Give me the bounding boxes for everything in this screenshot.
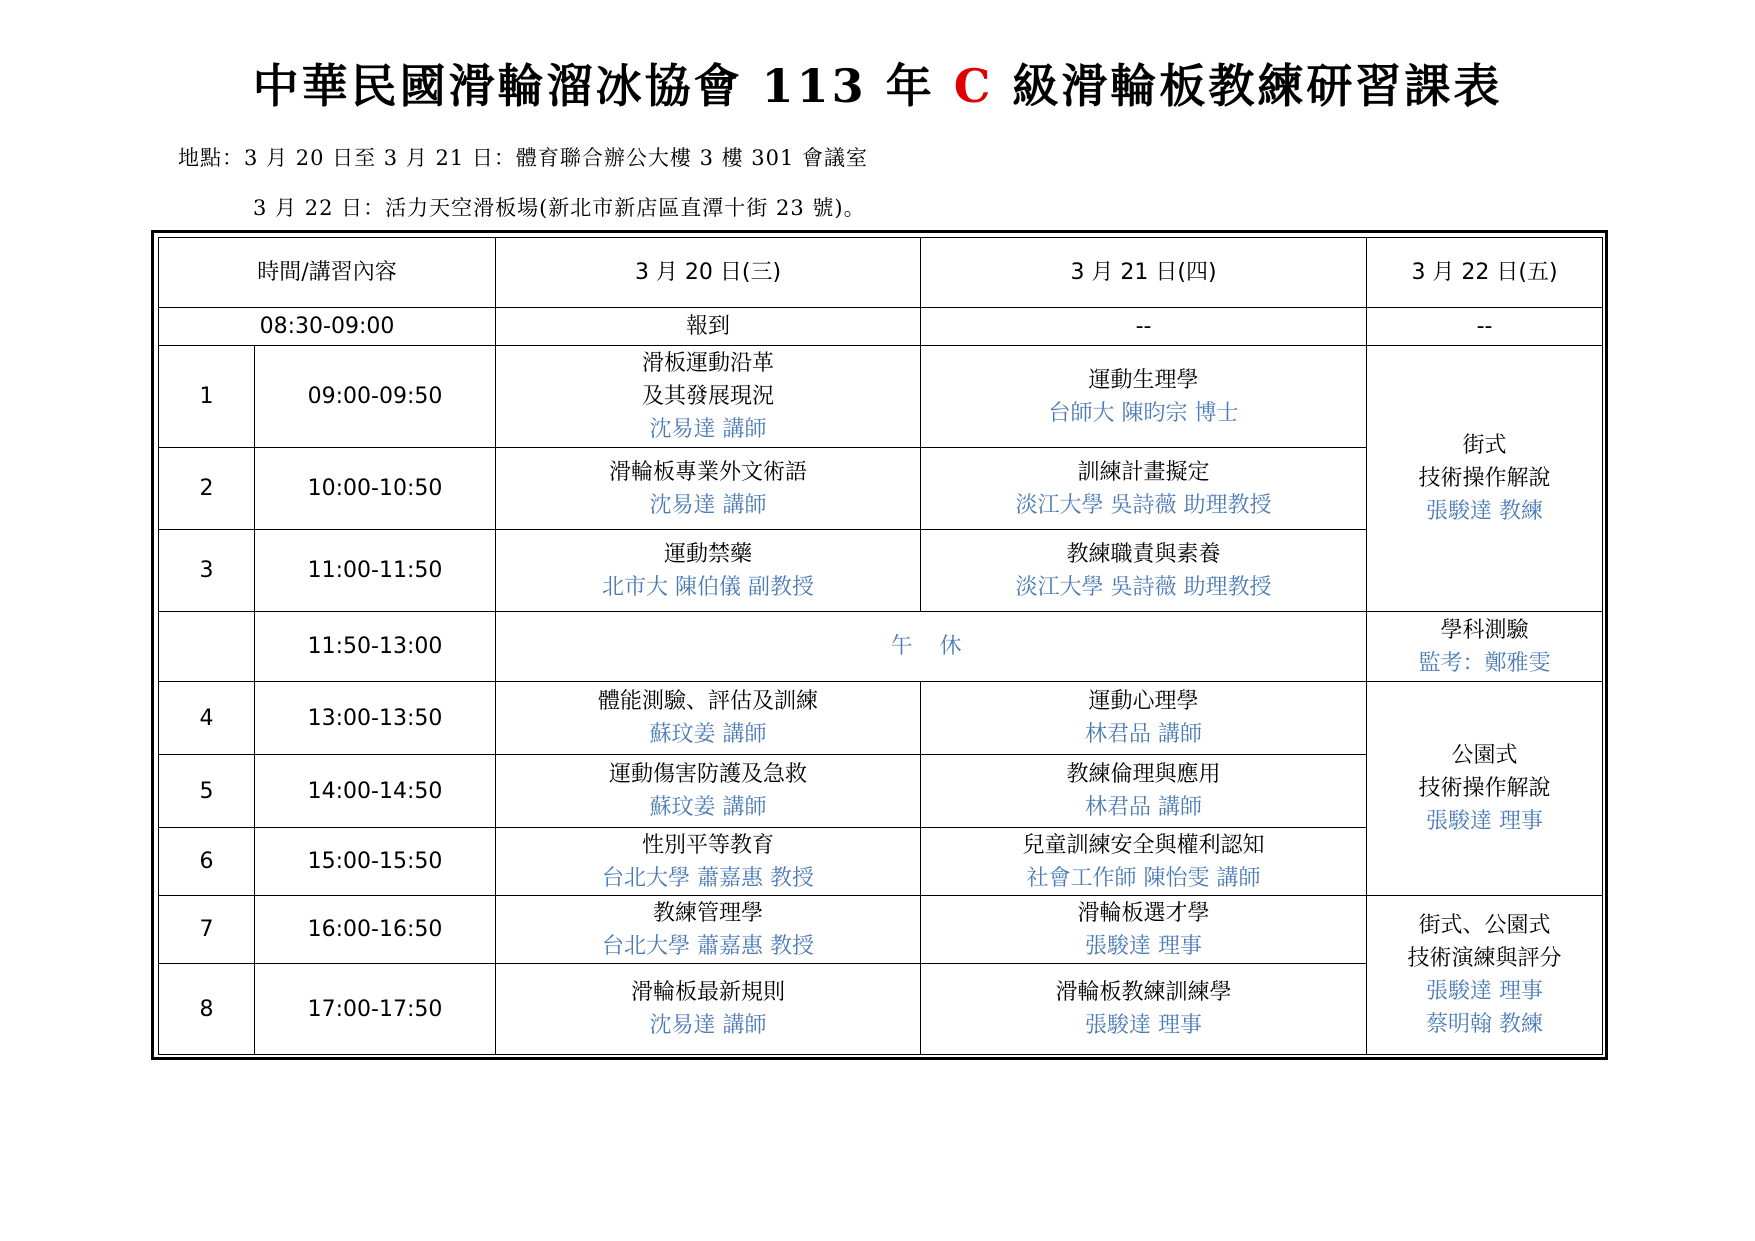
- course-title: 運動生理學: [1088, 367, 1199, 393]
- course-title: 滑輪板教練訓練學: [1055, 980, 1232, 1005]
- title-post: 級滑輪板教練研習課表: [993, 59, 1503, 113]
- course-title: 運動心理學: [1088, 689, 1199, 714]
- day-1-session: [496, 828, 921, 896]
- day-2-session: [921, 755, 1367, 828]
- activity-title: 公園式: [1451, 743, 1518, 768]
- session-number: 7: [159, 896, 255, 964]
- day-2-session: [921, 530, 1367, 612]
- location-line-1: 地點：3 月 20 日至 3 月 21 日：體育聯合辦公大樓 3 樓 301 會議室: [178, 146, 869, 170]
- activity-title-continued: 技術演練與評分: [1407, 946, 1562, 971]
- checkin-time: 08:30-09:00: [159, 308, 496, 346]
- course-title: 教練倫理與應用: [1066, 762, 1221, 787]
- proctor: 監考：鄭雅雯: [1418, 650, 1551, 676]
- header-row: [159, 238, 1603, 308]
- schedule-table: [158, 237, 1603, 1055]
- course-title: 教練管理學: [653, 900, 764, 926]
- session-time: 10:00-10:50: [255, 448, 496, 530]
- instructor: 蘇玟姜 講師: [649, 795, 767, 820]
- course-title: 滑輪板最新規則: [631, 980, 786, 1005]
- day-3-afternoon-block: [1367, 682, 1603, 896]
- day-2-session: [921, 896, 1367, 964]
- title-highlight: C: [953, 59, 994, 113]
- activity-title-continued: 技術操作解說: [1418, 776, 1551, 801]
- table-row: [159, 346, 1603, 448]
- location-line-2: 3 月 22 日：活力天空滑板場(新北市新店區直潭十街 23 號)。: [253, 196, 866, 220]
- lunch-break-label: 午 休: [496, 612, 1367, 682]
- course-title: 訓練計畫擬定: [1077, 459, 1210, 485]
- course-title: 運動禁藥: [664, 541, 753, 567]
- checkin-row: [159, 308, 1603, 346]
- course-title: 教練職責與素養: [1066, 541, 1221, 567]
- session-time: 11:00-11:50: [255, 530, 496, 612]
- session-number: 5: [159, 755, 255, 828]
- activity-title: 街式: [1462, 433, 1507, 458]
- day-2-session: [921, 964, 1367, 1055]
- session-number: 8: [159, 964, 255, 1055]
- instructor: 林君品 講師: [1085, 722, 1203, 747]
- session-number: 1: [159, 346, 255, 448]
- course-title: 體能測驗、評估及訓練: [598, 689, 819, 714]
- day-2-session: [921, 448, 1367, 530]
- session-number: 4: [159, 682, 255, 755]
- instructor: 沈易達 講師: [649, 492, 767, 518]
- session-time: 17:00-17:50: [255, 964, 496, 1055]
- lunch-time: 11:50-13:00: [255, 612, 496, 682]
- session-time: 15:00-15:50: [255, 828, 496, 896]
- activity-title: 街式、公園式: [1418, 913, 1551, 938]
- day-3-exam: [1367, 612, 1603, 682]
- exam-title: 學科測驗: [1440, 617, 1529, 643]
- session-time: 14:00-14:50: [255, 755, 496, 828]
- lunch-row: [159, 612, 1603, 682]
- header-day-2: 3 月 21 日(四): [921, 238, 1367, 308]
- header-day-3: 3 月 22 日(五): [1367, 238, 1603, 308]
- instructor: 台北大學 蕭嘉惠 教授: [602, 933, 815, 959]
- course-title: 滑輪板專業外文術語: [609, 459, 808, 485]
- instructor: 台師大 陳昀宗 博士: [1048, 400, 1239, 426]
- day-1-session: [496, 964, 921, 1055]
- day-3-evening-block: [1367, 896, 1603, 1055]
- day-1-session: [496, 682, 921, 755]
- instructor: 淡江大學 吳詩薇 助理教授: [1015, 574, 1272, 600]
- header-day-1: 3 月 20 日(三): [496, 238, 921, 308]
- course-title: 滑板運動沿革: [642, 351, 775, 376]
- instructor: 北市大 陳伯儀 副教授: [602, 574, 815, 600]
- instructor: 蘇玟姜 講師: [649, 722, 767, 747]
- activity-title-continued: 技術操作解說: [1418, 466, 1551, 491]
- instructor: 張駿達 理事: [1085, 933, 1203, 959]
- session-time: 13:00-13:50: [255, 682, 496, 755]
- course-title: 滑輪板選才學: [1077, 900, 1210, 926]
- checkin-day-1: 報到: [496, 308, 921, 346]
- header-time: 時間/講習內容: [159, 238, 496, 308]
- day-1-session: [496, 530, 921, 612]
- title-pre: 中華民國滑輪溜冰協會 113 年: [252, 59, 954, 113]
- day-2-session: [921, 682, 1367, 755]
- page-title: [0, 50, 1755, 116]
- day-2-session: [921, 828, 1367, 896]
- session-number: 6: [159, 828, 255, 896]
- checkin-day-2: --: [921, 308, 1367, 346]
- instructor: 林君品 講師: [1085, 795, 1203, 820]
- course-title-continued: 及其發展現況: [642, 384, 775, 409]
- session-number: 2: [159, 448, 255, 530]
- session-time: 16:00-16:50: [255, 896, 496, 964]
- instructor: 張駿達 教練: [1426, 499, 1544, 524]
- instructor: 社會工作師 陳怡雯 講師: [1026, 865, 1261, 891]
- day-3-morning-block: [1367, 346, 1603, 612]
- day-1-session: [496, 448, 921, 530]
- lunch-number-empty: [159, 612, 255, 682]
- session-time: 09:00-09:50: [255, 346, 496, 448]
- table-row: [159, 896, 1603, 964]
- instructor: 沈易達 講師: [649, 1013, 767, 1038]
- instructor: 張駿達 理事: [1085, 1013, 1203, 1038]
- instructor: 淡江大學 吳詩薇 助理教授: [1015, 492, 1272, 518]
- instructor: 沈易達 講師: [649, 417, 767, 442]
- day-2-session: [921, 346, 1367, 448]
- instructor: 蔡明翰 教練: [1426, 1012, 1544, 1037]
- course-title: 性別平等教育: [642, 832, 775, 858]
- instructor: 張駿達 理事: [1426, 809, 1544, 834]
- day-1-session: [496, 346, 921, 448]
- table-row: [159, 682, 1603, 755]
- day-1-session: [496, 755, 921, 828]
- session-number: 3: [159, 530, 255, 612]
- checkin-day-3: --: [1367, 308, 1603, 346]
- course-title: 運動傷害防護及急救: [609, 762, 808, 787]
- instructor: 台北大學 蕭嘉惠 教授: [602, 865, 815, 891]
- course-title: 兒童訓練安全與權利認知: [1022, 832, 1265, 858]
- instructor: 張駿達 理事: [1426, 979, 1544, 1004]
- day-1-session: [496, 896, 921, 964]
